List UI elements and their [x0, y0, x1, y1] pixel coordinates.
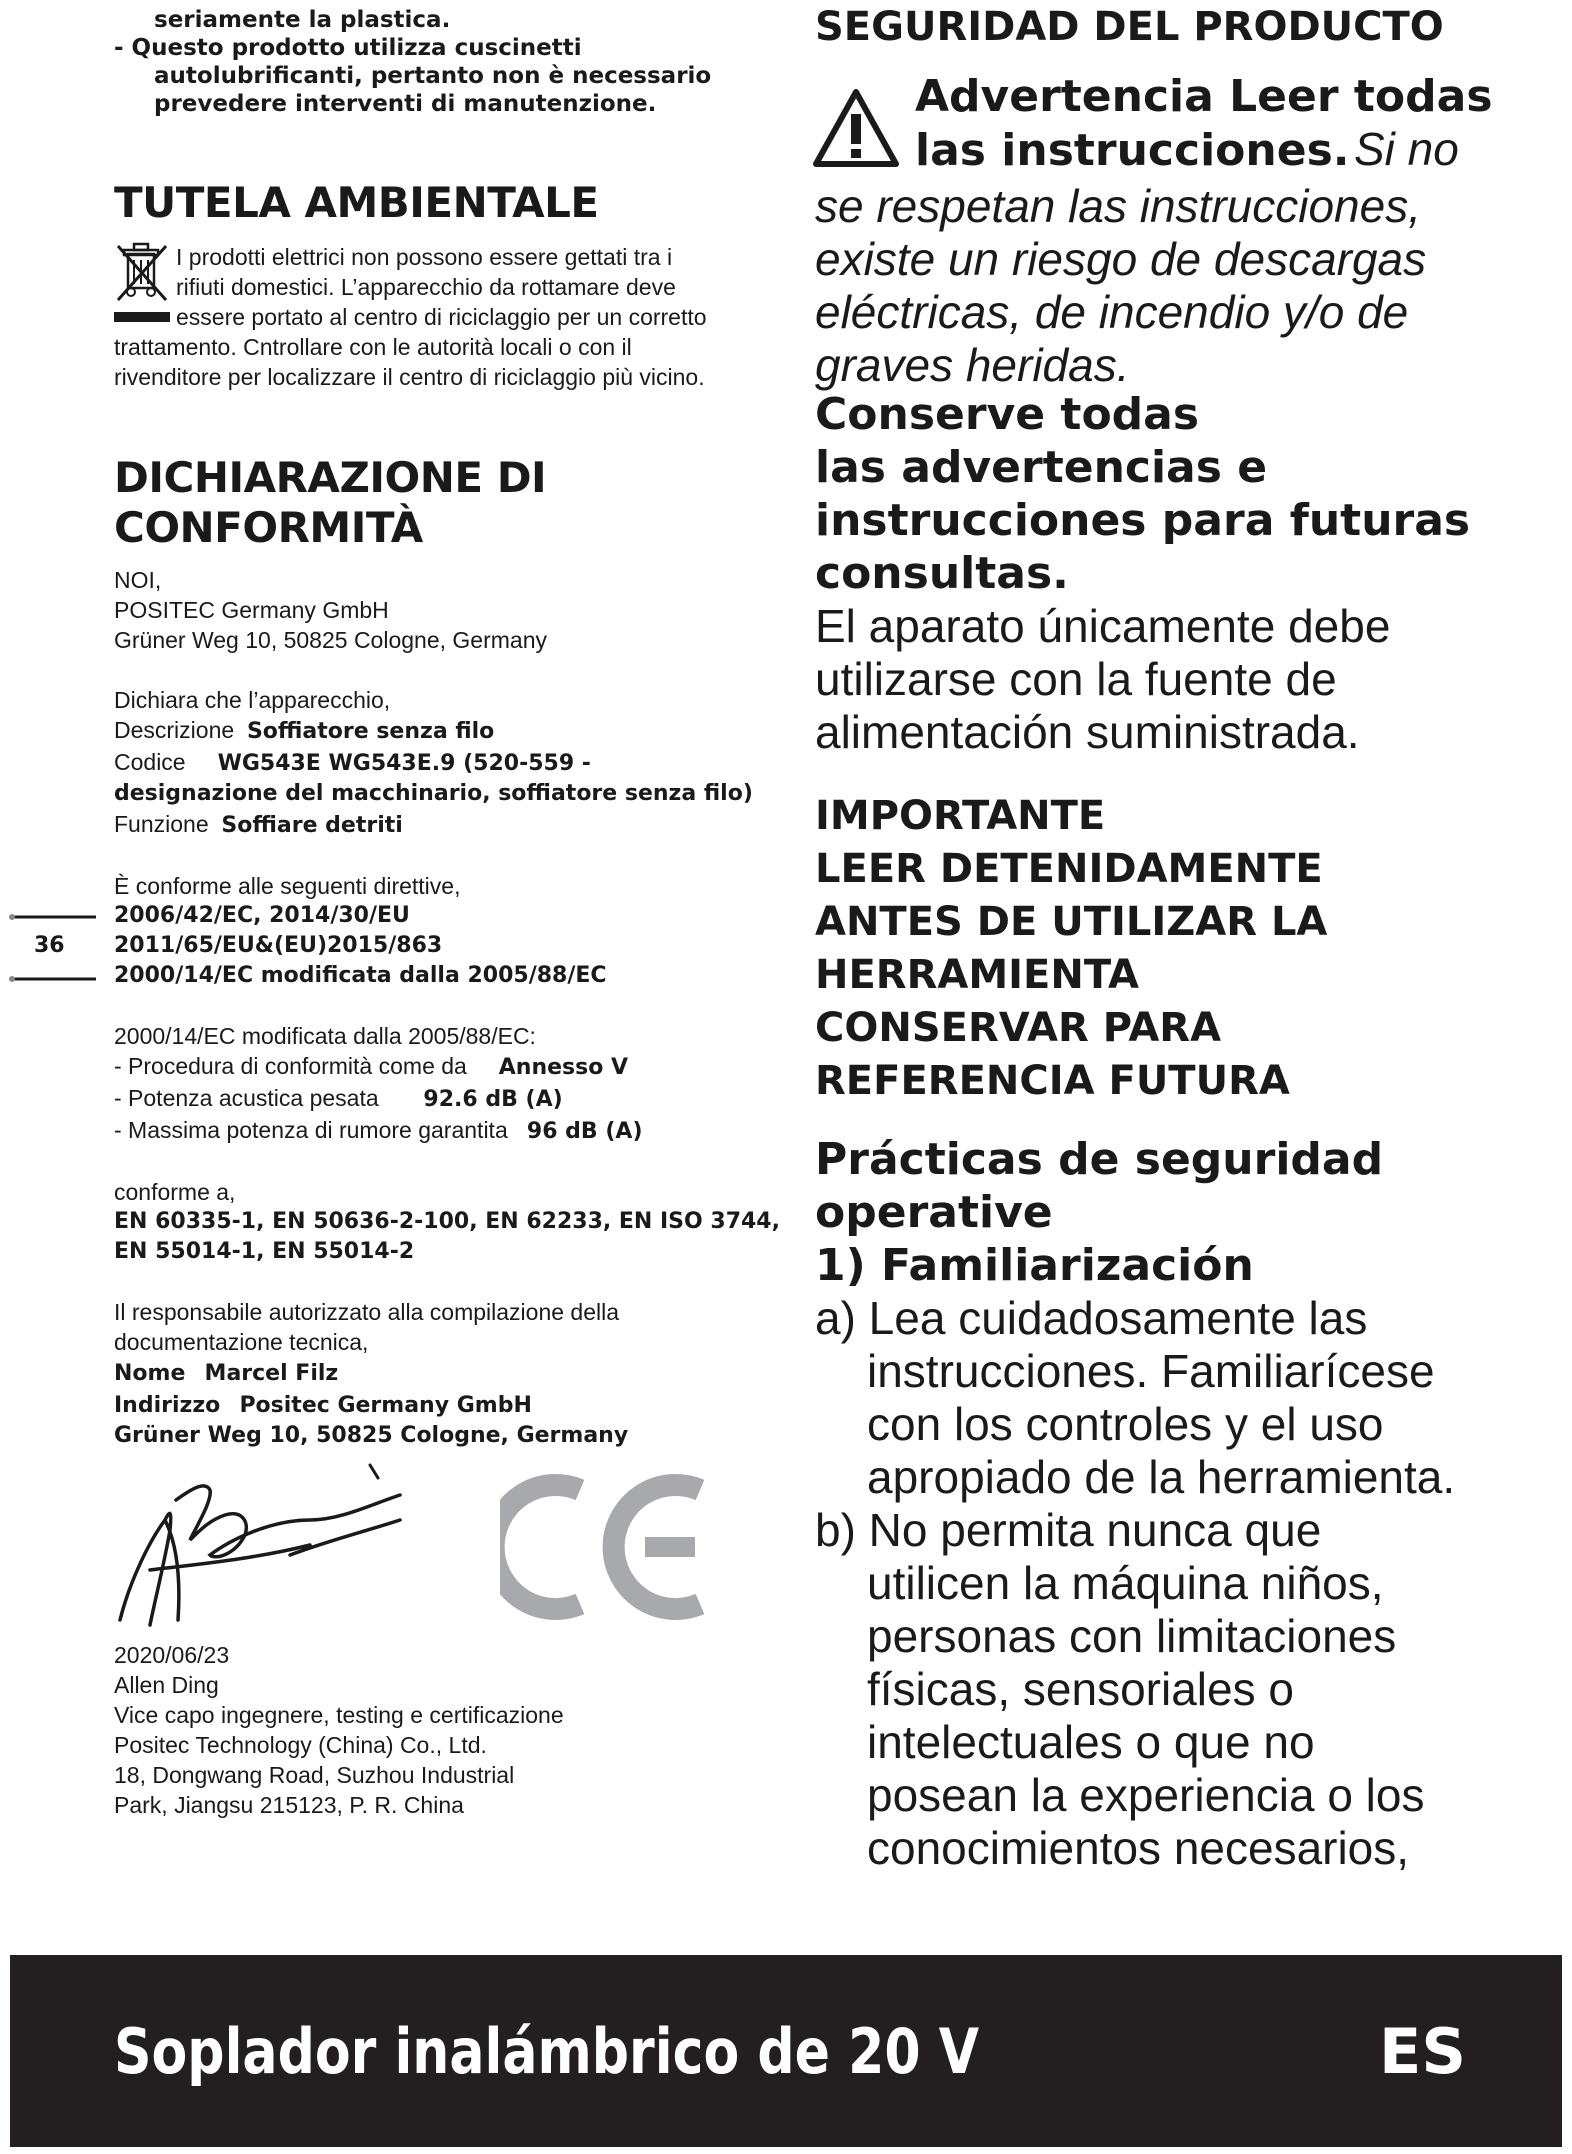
- list-item: a) Lea cuidadosamente las instrucciones. Familiarícese con los controles y el uso apropiado de la herramienta.: [815, 1292, 1456, 1503]
- tutela-line: rivenditore per localizzare il centro di riciclaggio più vicino.: [114, 364, 705, 390]
- noise-heading: 2000/14/EC modificata dalla 2005/88/EC:: [114, 1023, 536, 1049]
- important-line: REFERENCIA FUTURA: [815, 1058, 1290, 1104]
- warning-italic-block: [815, 180, 1555, 392]
- warning-bold-line: las instrucciones.: [915, 125, 1350, 176]
- declaration-heading-line: CONFORMITÀ: [114, 503, 423, 552]
- address-value: Positec Germany GmbH: [239, 1393, 532, 1418]
- name-value: Marcel Filz: [204, 1361, 339, 1386]
- address-label: Indirizzo: [114, 1393, 221, 1418]
- practices-heading: [815, 1133, 1555, 1292]
- desc-value: Soffiatore senza filo: [246, 719, 495, 744]
- power-source-block: [815, 600, 1555, 759]
- power-line: El aparato únicamente debe: [815, 600, 1391, 652]
- power-line: alimentación suministrada.: [815, 706, 1360, 758]
- important-line: LEER DETENIDAMENTE: [815, 846, 1323, 892]
- important-line: HERRAMIENTA: [815, 952, 1139, 998]
- responsible-text: Il responsabile autorizzato alla compilazione della: [114, 1299, 620, 1325]
- company-name: POSITEC Germany GmbH: [114, 597, 389, 623]
- standards: EN 55014-1, EN 55014-2: [114, 1239, 415, 1264]
- declaration-heading: [114, 453, 546, 553]
- conforms-text: È conforme alle seguenti direttive,: [114, 873, 461, 899]
- noise-value: 92.6 dB (A): [423, 1087, 563, 1112]
- important-line: ANTES DE UTILIZAR LA: [815, 899, 1328, 945]
- noise-value: 96 dB (A): [526, 1119, 643, 1144]
- important-block: [815, 790, 1555, 1108]
- bullet-line: autolubrificanti, pertanto non è necessario: [154, 63, 712, 89]
- signer-name: Allen Ding: [114, 1672, 219, 1698]
- function-row: [114, 809, 794, 841]
- noi-text: NOI,: [114, 567, 162, 593]
- product-title: Soplador inalámbrico de 20 V: [114, 2015, 980, 2088]
- bullet-line: prevedere interventi di manutenzione.: [154, 91, 657, 117]
- weee-bin-icon: [114, 240, 170, 322]
- noise-label: - Potenza acustica pesata: [114, 1085, 379, 1111]
- signer-company: Positec Technology (China) Co., Ltd.: [114, 1732, 487, 1758]
- function-value: Soffiare detriti: [221, 813, 403, 838]
- conserve-block: [815, 388, 1555, 600]
- directive: 2011/65/EU&(EU)2015/863: [114, 933, 443, 958]
- standards: EN 60335-1, EN 50636-2-100, EN 62233, EN ISO 3744,: [114, 1209, 780, 1234]
- warning-italic-line: graves heridas.: [815, 339, 1130, 391]
- noise-row: [114, 1051, 794, 1083]
- footer-bar: [10, 1955, 1562, 2147]
- warning-italic-line: se respetan las instrucciones,: [815, 180, 1421, 232]
- function-label: Funzione: [114, 811, 209, 837]
- warning-italic-line: Si no: [1353, 123, 1459, 175]
- conserve-line: Conserve todas: [815, 389, 1200, 440]
- noise-label: - Massima potenza di rumore garantita: [114, 1117, 508, 1143]
- tutela-line: rifiuti domestici. L’apparecchio da rottamare deve: [176, 274, 676, 300]
- code-value-cont: designazione del macchinario, soffiatore senza filo): [114, 781, 753, 806]
- tutela-line: trattamento. Cntrollare con le autorità locali o con il: [114, 334, 632, 360]
- desc-label: Descrizione: [114, 717, 235, 743]
- company-address: Grüner Weg 10, 50825 Cologne, Germany: [114, 627, 547, 653]
- name-row: [114, 1357, 794, 1389]
- signer-address: 18, Dongwang Road, Suzhou Industrial: [114, 1762, 515, 1788]
- directive: 2000/14/EC modificata dalla 2005/88/EC: [114, 963, 607, 988]
- responsible-text: documentazione tecnica,: [114, 1329, 369, 1355]
- section-heading: 1) Familiarización: [815, 1240, 1254, 1291]
- warning-italic-line: eléctricas, de incendio y/o de: [815, 286, 1409, 338]
- directive: 2006/42/EC, 2014/30/EU: [114, 903, 410, 928]
- noise-row: [114, 1115, 794, 1147]
- declaration-body: [114, 565, 794, 1451]
- signature-date: 2020/06/23: [114, 1642, 230, 1668]
- practices-line: operative: [815, 1187, 1053, 1238]
- warning-line-2: [915, 123, 1572, 177]
- tutela-text-cont: [114, 332, 794, 392]
- code-row: [114, 747, 794, 779]
- address-value-cont: Grüner Weg 10, 50825 Cologne, Germany: [114, 1423, 629, 1448]
- signer-title: Vice capo ingegnere, testing e certificazione: [114, 1702, 564, 1728]
- important-line: IMPORTANTE: [815, 793, 1106, 839]
- code-value: WG543E WG543E.9 (520-559 -: [217, 751, 591, 776]
- signer-address: Park, Jiangsu 215123, P. R. China: [114, 1792, 464, 1818]
- ce-mark-icon: [500, 1472, 715, 1622]
- practices-line: Prácticas de seguridad: [815, 1134, 1384, 1185]
- warning-bold-line: Advertencia Leer todas: [915, 71, 1493, 122]
- tutela-line: I prodotti elettrici non possono essere gettati tra i: [176, 244, 673, 270]
- list-item: b) No permita nunca que utilicen la máquina niños, personas con limitaciones físicas, sensoriales o intelectuales o que no posean la experiencia o los conocimientos necesarios,: [815, 1504, 1425, 1874]
- language-code: ES: [1378, 2015, 1466, 2088]
- bullet-line: - Questo prodotto utilizza cuscinetti: [114, 35, 582, 61]
- tutela-text: [176, 242, 776, 332]
- warning-triangle-icon: [812, 86, 900, 170]
- noise-row: [114, 1083, 794, 1115]
- tutela-heading: TUTELA AMBIENTALE: [114, 178, 599, 227]
- safety-list: [815, 1292, 1475, 1875]
- tutela-line: essere portato al centro di riciclaggio per un corretto: [176, 304, 707, 330]
- code-label: Codice: [114, 749, 186, 775]
- declaration-heading-line: DICHIARAZIONE DI: [114, 453, 547, 502]
- noise-value: Annesso V: [498, 1055, 629, 1080]
- power-line: utilizarse con la fuente de: [815, 653, 1337, 705]
- declares-text: Dichiara che l’apparecchio,: [114, 687, 391, 713]
- conserve-line: consultas.: [815, 548, 1069, 599]
- name-label: Nome: [114, 1361, 186, 1386]
- conforme-text: conforme a,: [114, 1179, 236, 1205]
- maintenance-bullets: [114, 6, 774, 118]
- warning-italic-line: existe un riesgo de descargas: [815, 233, 1427, 285]
- conserve-line: las advertencias e: [815, 442, 1268, 493]
- signer-block: [114, 1640, 794, 1820]
- conserve-line: instrucciones para futuras: [815, 495, 1471, 546]
- page-number: 36: [34, 933, 65, 958]
- description-row: [114, 715, 794, 747]
- address-row: [114, 1389, 794, 1421]
- noise-label: - Procedura di conformità come da: [114, 1053, 467, 1079]
- signature-icon: [110, 1460, 450, 1635]
- bullet-line: seriamente la plastica.: [154, 7, 451, 33]
- important-line: CONSERVAR PARA: [815, 1005, 1222, 1051]
- right-heading: SEGURIDAD DEL PRODUCTO: [815, 4, 1444, 50]
